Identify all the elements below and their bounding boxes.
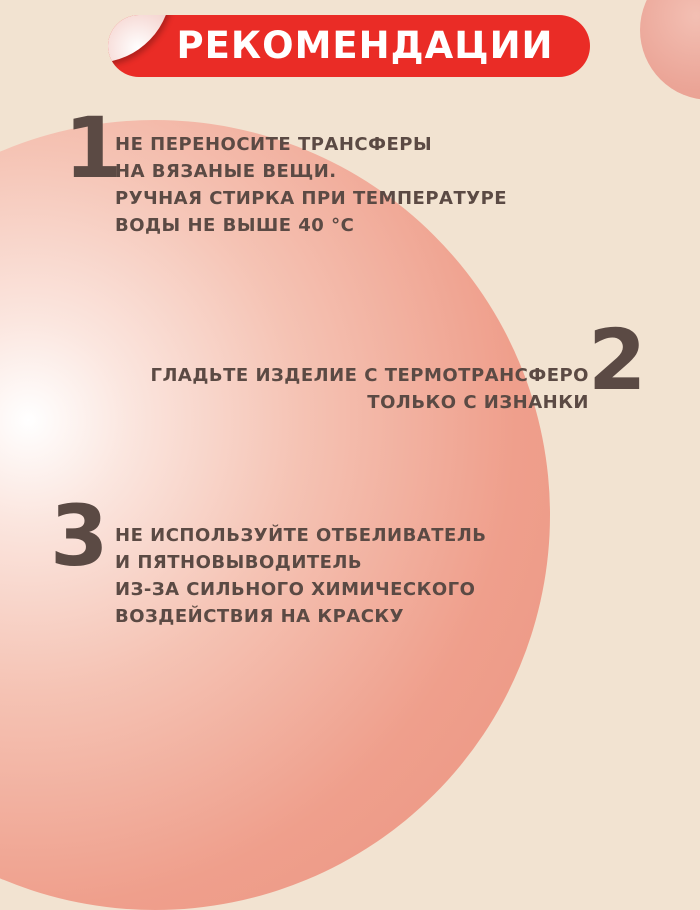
step-2-text <box>151 362 589 416</box>
page-title: РЕКОМЕНДАЦИИ <box>176 24 554 67</box>
step-3-text <box>115 522 487 630</box>
step-2-number: 2 <box>588 311 647 409</box>
step-3-line: НЕ ИСПОЛЬЗУЙТЕ ОТБЕЛИВАТЕЛЬ <box>115 525 487 546</box>
corner-circle <box>640 0 700 100</box>
step-3-number: 3 <box>50 487 109 585</box>
step-1-number: 1 <box>64 99 123 197</box>
step-1-text <box>115 131 507 239</box>
title-banner <box>108 15 590 77</box>
step-1-line: НА ВЯЗАНЫЕ ВЕЩИ. <box>115 161 337 182</box>
step-1-line: ВОДЫ НЕ ВЫШЕ 40 °С <box>115 215 355 236</box>
step-3-line: ИЗ-ЗА СИЛЬНОГО ХИМИЧЕСКОГО <box>115 579 476 600</box>
step-1-line: НЕ ПЕРЕНОСИТЕ ТРАНСФЕРЫ <box>115 134 433 155</box>
step-2-line: ТОЛЬКО С ИЗНАНКИ <box>367 392 589 413</box>
step-3-line: И ПЯТНОВЫВОДИТЕЛЬ <box>115 552 363 573</box>
step-1-line: РУЧНАЯ СТИРКА ПРИ ТЕМПЕРАТУРЕ <box>115 188 508 209</box>
step-3-line: ВОЗДЕЙСТВИЯ НА КРАСКУ <box>115 606 404 627</box>
step-2-line: ГЛАДЬТЕ ИЗДЕЛИЕ С ТЕРМОТРАНСФЕРО <box>150 365 589 386</box>
